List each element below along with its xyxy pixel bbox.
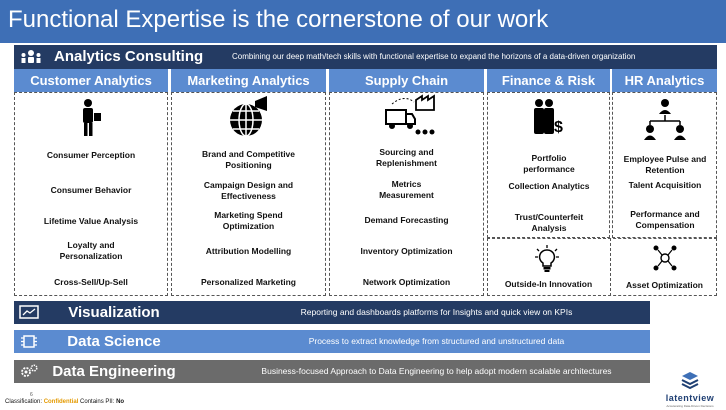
list-item: Performance and Compensation (630, 209, 700, 230)
list-item: Demand Forecasting (364, 215, 449, 225)
people-network-icon (20, 47, 42, 67)
pii-label: Contains PII: (80, 399, 115, 405)
list-item: Inventory Optimization (360, 246, 453, 256)
list-item: Talent Acquisition (628, 180, 702, 190)
analytics-consulting-description: Combining our deep math/tech skills with functional expertise to expand the horizons of a data-driven organization (232, 52, 636, 61)
band-title: Visualization (68, 304, 160, 321)
classification-label: Classification: (5, 399, 43, 405)
column-header-customer-analytics: Customer Analytics (14, 69, 168, 92)
list-item: Campaign Design and Effectiveness (203, 180, 294, 201)
lightbulb-icon (534, 243, 560, 273)
analytics-consulting-bar (14, 45, 717, 69)
column-header-finance-risk: Finance & Risk (487, 69, 610, 92)
businessmen-dollar-icon (531, 98, 565, 140)
list-item: Consumer Behavior (50, 185, 132, 195)
svg-text:$: $ (554, 119, 563, 136)
logo-tagline: Accelerating Data-Driven Decisions (666, 404, 714, 408)
innovation-divider (610, 238, 611, 296)
analytics-consulting-title: Analytics Consulting (54, 48, 204, 65)
list-item: Cross-Sell/Up-Sell (54, 277, 128, 287)
band-description: Business-focused Approach to Data Engineering to help adopt modern scalable architectures (261, 366, 612, 376)
list-item: Portfolio performance (523, 153, 575, 174)
list-item: Brand and Competitive Positioning (201, 149, 296, 170)
globe-megaphone-icon (227, 95, 271, 139)
column-header-marketing-analytics: Marketing Analytics (171, 69, 326, 92)
list-item: Collection Analytics (508, 181, 590, 191)
list-item: Personalized Marketing (201, 277, 296, 287)
list-item: Asset Optimization (626, 280, 703, 290)
band-data-engineering (14, 360, 650, 383)
list-item: Employee Pulse and Retention (623, 154, 707, 175)
person-shopping-icon (77, 98, 103, 138)
classification-value: Confidential (43, 399, 79, 405)
band-description: Reporting and dashboards platforms for Insights and quick view on KPIs (300, 307, 573, 317)
list-item: Network Optimization (362, 277, 451, 287)
latentview-logo-icon (664, 370, 716, 392)
column-header-hr-analytics: HR Analytics (612, 69, 717, 92)
band-title: Data Science (67, 333, 161, 350)
truck-factory-icon (384, 92, 438, 138)
list-item: Consumer Perception (46, 150, 136, 160)
title-bar (0, 0, 726, 43)
list-item: Outside-In Innovation (504, 279, 593, 289)
list-item: Loyalty and Personalization (59, 240, 123, 261)
logo-text: latentview (665, 393, 715, 403)
pii-value: No (116, 399, 125, 405)
list-item: Attribution Modelling (205, 246, 292, 256)
list-item: Metrics Measurement (379, 179, 434, 200)
org-chart-icon (640, 98, 690, 140)
band-title: Data Engineering (52, 363, 176, 380)
page-title: Functional Expertise is the cornerstone of our work (8, 6, 549, 33)
page-number: 6 (30, 392, 33, 398)
band-visualization (14, 301, 650, 324)
list-item: Trust/Counterfeit Analysis (514, 212, 584, 233)
list-item: Sourcing and Replenishment (376, 147, 437, 168)
column-header-supply-chain: Supply Chain (329, 69, 484, 92)
classification-footer (5, 399, 124, 405)
network-people-icon (651, 243, 679, 273)
list-item: Marketing Spend Optimization (214, 210, 283, 231)
list-item: Lifetime Value Analysis (43, 216, 139, 226)
band-data-science (14, 330, 650, 353)
band-description: Process to extract knowledge from structured and unstructured data (308, 336, 565, 346)
